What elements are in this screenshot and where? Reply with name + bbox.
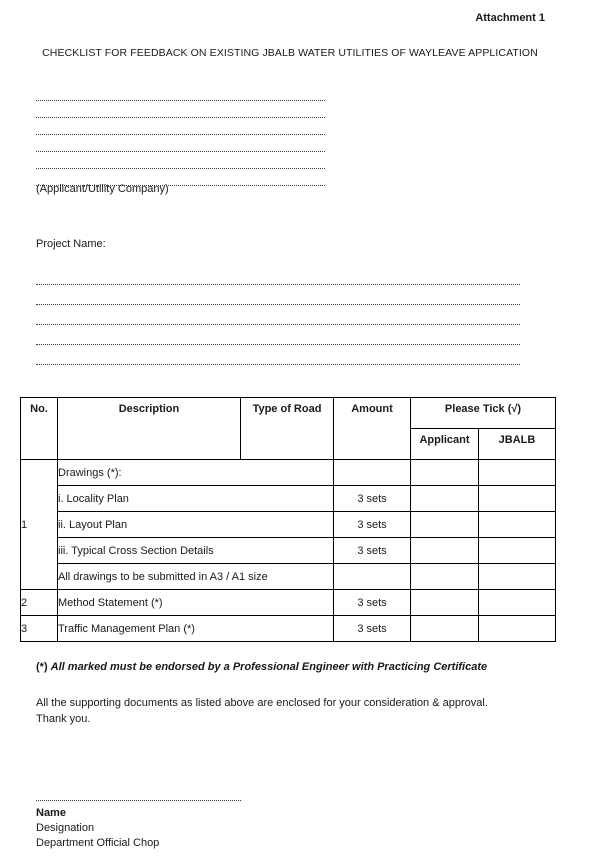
amount-cell: 3 sets [334,538,411,564]
jbalb-tick-cell [479,616,556,642]
dotted-writein-line [36,265,520,285]
amount-cell: 3 sets [334,512,411,538]
row-number-cell: 1 [21,460,58,590]
row-number-cell: 2 [21,590,58,616]
dotted-writein-line [36,135,325,152]
attachment-label: Attachment 1 [475,12,545,24]
applicant-writein-block [36,84,325,186]
endorsement-note [36,661,487,673]
document-title: CHECKLIST FOR FEEDBACK ON EXISTING JBALB WATER UTILITIES OF WAYLEAVE APPLICATION [42,47,538,59]
endorsement-text: All marked must be endorsed by a Professional Engineer with Practicing Certificate [50,661,488,673]
col-header-no: No. [21,398,58,460]
dotted-writein-line [36,325,520,345]
jbalb-tick-cell [479,538,556,564]
signature-designation-label: Designation [36,822,95,834]
jbalb-tick-cell [479,460,556,486]
amount-cell: 3 sets [334,616,411,642]
amount-cell [334,564,411,590]
dotted-writein-line [36,152,325,169]
description-cell: i. Locality Plan [58,486,334,512]
description-cell: Traffic Management Plan (*) [58,616,334,642]
description-cell: ii. Layout Plan [58,512,334,538]
dotted-writein-line [36,84,325,101]
asterisk-marker: (*) [36,661,48,673]
col-header-applicant: Applicant [411,429,479,460]
checklist-table [20,397,556,642]
project-writein-block [36,265,520,365]
jbalb-tick-cell [479,486,556,512]
col-header-description: Description [58,398,241,460]
signature-chop-label: Department Official Chop [36,837,160,849]
row-number-cell: 3 [21,616,58,642]
dotted-writein-line [36,285,520,305]
dotted-writein-line [36,305,520,325]
signature-name-label: Name [36,807,66,819]
col-header-type-of-road: Type of Road [241,398,334,460]
applicant-caption: (Applicant/Utility Company) [36,183,169,195]
applicant-tick-cell [411,564,479,590]
applicant-tick-cell [411,538,479,564]
col-header-jbalb: JBALB [479,429,556,460]
description-cell: All drawings to be submitted in A3 / A1 size [58,564,334,590]
closing-paragraph [36,695,576,727]
signature-block [36,790,241,851]
signature-dotted-line [36,790,241,801]
applicant-tick-cell [411,460,479,486]
jbalb-tick-cell [479,564,556,590]
dotted-writein-line [36,118,325,135]
description-cell: Drawings (*): [58,460,334,486]
closing-line: Thank you. [36,713,91,725]
closing-line: All the supporting documents as listed above are enclosed for your consideration & approval. [36,697,488,709]
applicant-tick-cell [411,512,479,538]
dotted-writein-line [36,345,520,365]
project-name-label: Project Name: [36,238,106,250]
amount-cell: 3 sets [334,590,411,616]
dotted-writein-line [36,101,325,118]
col-header-please-tick: Please Tick (√) [411,398,556,429]
description-cell: iii. Typical Cross Section Details [58,538,334,564]
amount-cell [334,460,411,486]
amount-cell: 3 sets [334,486,411,512]
applicant-tick-cell [411,616,479,642]
applicant-tick-cell [411,590,479,616]
col-header-amount: Amount [334,398,411,460]
jbalb-tick-cell [479,590,556,616]
description-cell: Method Statement (*) [58,590,334,616]
applicant-tick-cell [411,486,479,512]
jbalb-tick-cell [479,512,556,538]
